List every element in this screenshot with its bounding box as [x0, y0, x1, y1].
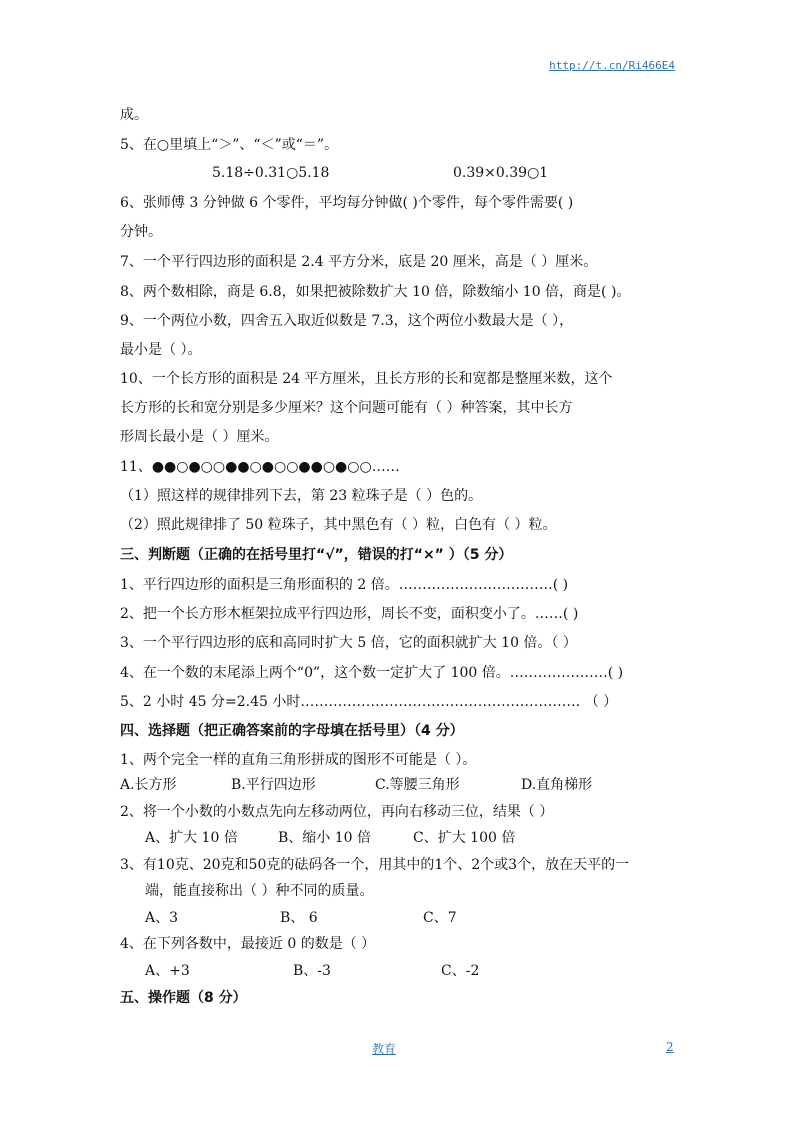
choice-2-option-a: A、扩大 10 倍: [145, 830, 238, 846]
header-link[interactable]: http://t.cn/Ri466E4: [549, 59, 675, 72]
question-7: 7、一个平行四边形的面积是 2.4 平方分米，底是 20 厘米，高是（ ）厘米。: [120, 254, 598, 270]
question-5-items: [120, 163, 680, 183]
question-10-cont: 长方形的长和宽分别是多少厘米？这个问题可能有（ ）种答案，其中长方: [120, 400, 573, 416]
choice-1-options: [120, 775, 680, 795]
judge-5: 5、2 小时 45 分=2.45 小时…………………………………………………… （ ）: [120, 694, 618, 710]
choice-1: 1、两个完全一样的直角三角形拼成的图形不可能是（ ）。: [120, 752, 477, 768]
choice-2-option-b: B、缩小 10 倍: [278, 830, 372, 846]
footer-link[interactable]: 教育: [372, 1042, 397, 1056]
question-5-item-b: 0.39×0.39○1: [453, 165, 549, 181]
question-11: 11、●●○●○○●●○●○○●●○●○○……: [120, 459, 400, 475]
choice-1-option-b: B.平行四边形: [231, 777, 316, 793]
choice-3-options: [145, 908, 705, 928]
question-9-cont: 最小是（ ）。: [120, 342, 202, 358]
choice-2: 2、将一个小数的小数点先向左移动两位，再向右移动三位，结果（ ）: [120, 804, 554, 820]
question-6-cont: 分钟。: [120, 224, 162, 240]
judge-1: 1、平行四边形的面积是三角形面积的 2 倍。……………………………( ): [120, 577, 569, 593]
text-line: 成。: [120, 107, 148, 123]
choice-4-option-c: C、-2: [441, 963, 480, 979]
choice-3-option-a: A、3: [145, 910, 179, 926]
judge-3: 3、一个平行四边形的底和高同时扩大 5 倍，它的面积就扩大 10 倍。（ ）: [120, 635, 577, 651]
judge-2: 2、把一个长方形木框架拉成平行四边形，周长不变，面积变小了。……( ): [120, 606, 579, 622]
choice-3-option-c: C、7: [423, 910, 457, 926]
choice-1-option-d: D.直角梯形: [521, 777, 593, 793]
choice-4-option-b: B、-3: [293, 963, 331, 979]
section-5-heading: 五、操作题（8 分）: [120, 990, 247, 1006]
question-11-part-2: （2）照此规律排了 50 粒珠子，其中黑色有（ ）粒，白色有（ ）粒。: [120, 517, 557, 533]
choice-2-options: [145, 828, 705, 848]
question-5: 5、在○里填上“＞”、“＜”或“＝”。: [120, 137, 339, 153]
question-10: 10、一个长方形的面积是 24 平方厘米，且长方形的长和宽都是整厘米数，这个: [120, 371, 613, 387]
choice-3-option-b: B、 6: [280, 910, 318, 926]
choice-1-option-c: C.等腰三角形: [375, 777, 460, 793]
choice-1-option-a: A.长方形: [120, 777, 177, 793]
question-11-part-1: （1）照这样的规律排列下去，第 23 粒珠子是（ ）色的。: [120, 488, 483, 504]
choice-4-option-a: A、+3: [145, 963, 190, 979]
section-4-heading: 四、选择题（把正确答案前的字母填在括号里）（4 分）: [120, 723, 464, 739]
page-number: 2: [666, 1040, 674, 1054]
choice-2-option-c: C、扩大 100 倍: [413, 830, 516, 846]
question-6: 6、张师傅 3 分钟做 6 个零件，平均每分钟做( )个零件，每个零件需要( ): [120, 195, 574, 211]
question-8: 8、两个数相除，商是 6.8，如果把被除数扩大 10 倍，除数缩小 10 倍，商是( )。: [120, 284, 631, 300]
question-10-cont2: 形周长最小是（ ）厘米。: [120, 429, 279, 445]
section-3-heading: 三、判断题（正确的在括号里打“√”，错误的打“×” ）（5 分）: [120, 547, 513, 563]
choice-4-options: [145, 961, 705, 981]
question-5-item-a: 5.18÷0.31○5.18: [212, 165, 330, 181]
choice-3-cont: 端，能直接称出（ ）种不同的质量。: [145, 883, 374, 899]
choice-4: 4、在下列各数中，最接近 0 的数是（ ）: [120, 936, 376, 952]
question-9: 9、一个两位小数，四舍五入取近似数是 7.3，这个两位小数最大是（ ），: [120, 313, 574, 329]
choice-3: 3、有10克、20克和50克的砝码各一个，用其中的1个、2个或3个，放在天平的一: [120, 857, 630, 873]
judge-4: 4、在一个数的末尾添上两个“0”，这个数一定扩大了 100 倍。…………………( ): [120, 665, 624, 681]
